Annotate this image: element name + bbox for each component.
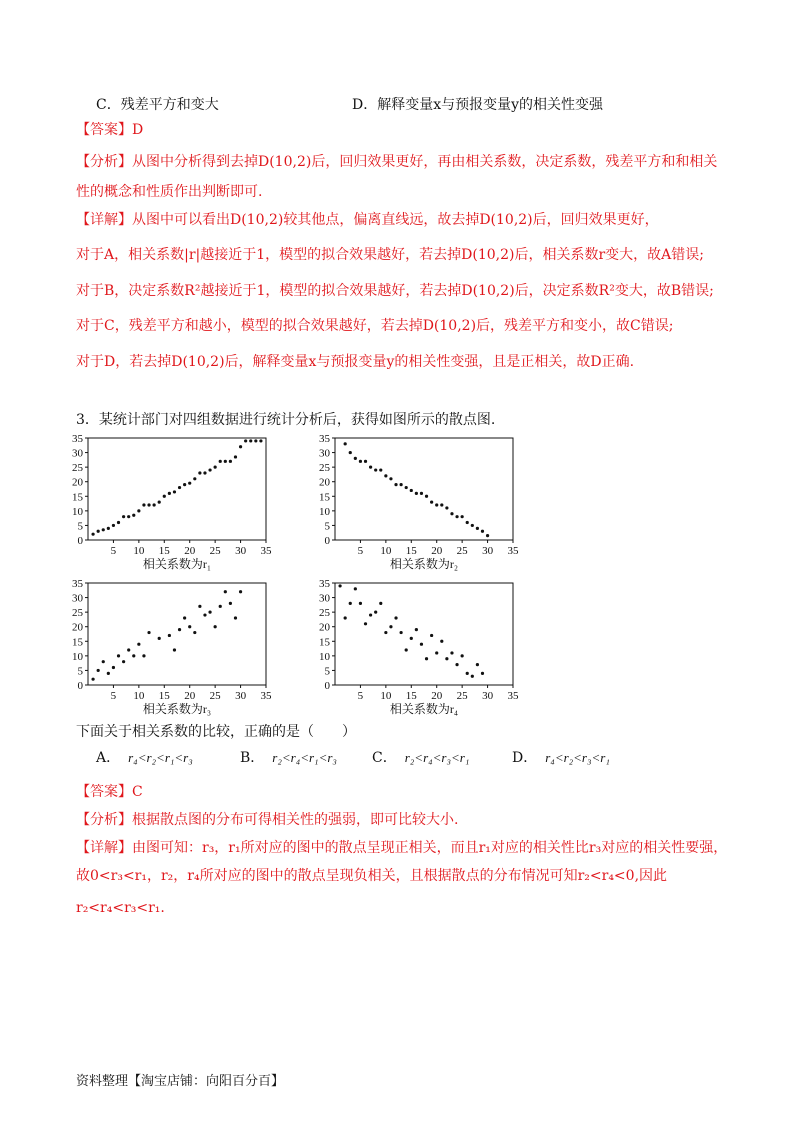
option-key: B． <box>240 750 265 766</box>
data-point <box>153 503 156 506</box>
data-point <box>364 460 367 463</box>
data-point <box>405 648 408 651</box>
data-point <box>229 602 232 605</box>
data-point <box>188 482 191 485</box>
q3-detail-line3: r₂<r₄<r₃<r₁. <box>76 900 165 916</box>
x-tick-label: 15 <box>405 545 417 557</box>
option-text: r₂<r₄<r₃<r₁ <box>404 750 470 765</box>
data-point <box>389 477 392 480</box>
option-key: C． <box>372 750 397 766</box>
x-tick-label: 35 <box>260 545 272 557</box>
data-point <box>400 483 403 486</box>
data-point <box>158 637 161 640</box>
q2-analysis-line2: 性的概念和性质作出判断即可. <box>76 184 263 200</box>
data-point <box>354 587 357 590</box>
x-tick-label: 30 <box>482 545 494 557</box>
option-key: D． <box>512 750 538 766</box>
y-tick-label: 15 <box>319 491 330 504</box>
q3-option-d[interactable] <box>512 748 610 768</box>
data-point <box>97 669 100 672</box>
data-point <box>445 506 448 509</box>
y-tick-label: 25 <box>72 462 83 475</box>
x-axis-label: 相关系数为r₂ <box>389 557 459 571</box>
data-point <box>476 663 479 666</box>
data-point <box>91 533 94 536</box>
data-point <box>147 503 150 506</box>
data-point <box>389 625 392 628</box>
data-point <box>158 501 161 504</box>
q3-detail-line1: 【详解】由图可知：r₃，r₁所对应的图中的散点呈现正相关，而且r₁对应的相关性比r₃对应的相关性要强， <box>76 840 728 856</box>
y-tick-label: 35 <box>319 578 330 590</box>
data-point <box>461 654 464 657</box>
data-point <box>359 460 362 463</box>
data-point <box>420 492 423 495</box>
data-point <box>481 530 484 533</box>
x-tick-label: 5 <box>357 690 364 702</box>
y-tick-label: 10 <box>319 650 330 663</box>
data-point <box>405 486 408 489</box>
data-point <box>102 660 105 663</box>
data-point <box>400 631 403 634</box>
q2-detail-line1: 【详解】从图中可以看出D(10,2)较其他点，偏离直线远，故去掉D(10,2)后，回归效果更好， <box>76 212 659 228</box>
x-tick-label: 10 <box>380 690 392 702</box>
data-point <box>384 631 387 634</box>
data-point <box>440 640 443 643</box>
y-tick-label: 25 <box>319 462 330 475</box>
y-tick-label: 30 <box>319 592 330 605</box>
data-point <box>394 483 397 486</box>
data-point <box>193 477 196 480</box>
data-point <box>173 490 176 493</box>
data-point <box>349 602 352 605</box>
x-tick-label: 20 <box>431 690 443 702</box>
data-point <box>435 503 438 506</box>
x-tick-label: 5 <box>357 545 364 557</box>
x-axis-label: 相关系数为r₁ <box>142 557 212 571</box>
y-tick-label: 5 <box>324 520 330 533</box>
data-point <box>359 602 362 605</box>
data-point <box>173 648 176 651</box>
data-point <box>374 468 377 471</box>
x-tick-label: 10 <box>133 545 145 557</box>
x-axis-label: 相关系数为r₃ <box>142 702 212 716</box>
data-point <box>142 503 145 506</box>
data-point <box>203 471 206 474</box>
q2-analysis-line1: 【分析】从图中分析得到去掉D(10,2)后，回归效果更好，再由相关系数，决定系数，残差平方和和相关 <box>76 154 718 170</box>
data-point <box>354 457 357 460</box>
data-point <box>364 622 367 625</box>
x-tick-label: 15 <box>158 690 170 702</box>
data-point <box>122 660 125 663</box>
x-tick-label: 10 <box>133 690 145 702</box>
data-point <box>410 489 413 492</box>
data-point <box>117 654 120 657</box>
x-tick-label: 35 <box>260 690 272 702</box>
plot-frame <box>335 438 513 540</box>
data-point <box>132 654 135 657</box>
data-point <box>239 445 242 448</box>
x-tick-label: 30 <box>235 690 247 702</box>
q2-answer: 【答案】D <box>76 122 144 138</box>
data-point <box>410 637 413 640</box>
data-point <box>214 466 217 469</box>
data-point <box>127 515 130 518</box>
x-tick-label: 20 <box>184 545 196 557</box>
plot-frame <box>88 583 266 685</box>
x-tick-label: 25 <box>209 690 221 702</box>
scatter-chart-r3 <box>58 575 272 716</box>
data-point <box>455 663 458 666</box>
data-point <box>198 605 201 608</box>
data-point <box>481 672 484 675</box>
data-point <box>244 439 247 442</box>
data-point <box>450 651 453 654</box>
y-tick-label: 10 <box>72 505 83 518</box>
q3-answer: 【答案】C <box>76 784 143 800</box>
data-point <box>249 439 252 442</box>
x-tick-label: 35 <box>507 545 519 557</box>
option-text: r₂<r₄<r₁<r₃ <box>272 750 337 765</box>
data-point <box>471 524 474 527</box>
data-point <box>91 678 94 681</box>
q2-detail-c: 对于C，残差平方和越小，模型的拟合效果越好，若去掉D(10,2)后，残差平方和变小，故C错误; <box>76 318 674 334</box>
y-tick-label: 15 <box>72 636 83 649</box>
data-point <box>127 648 130 651</box>
data-point <box>168 492 171 495</box>
data-point <box>214 625 217 628</box>
data-point <box>349 451 352 454</box>
x-tick-label: 15 <box>158 545 170 557</box>
data-point <box>188 625 191 628</box>
q3-stem: 3．某统计部门对四组数据进行统计分析后，获得如图所示的散点图. <box>76 412 496 428</box>
data-point <box>122 515 125 518</box>
data-point <box>239 590 242 593</box>
data-point <box>112 524 115 527</box>
y-tick-label: 35 <box>72 433 83 445</box>
data-point <box>102 528 105 531</box>
data-point <box>369 613 372 616</box>
x-tick-label: 20 <box>431 545 443 557</box>
data-point <box>430 634 433 637</box>
data-point <box>147 631 150 634</box>
data-point <box>445 657 448 660</box>
option-d: D．解释变量x与预报变量y的相关性变强 <box>352 97 604 113</box>
data-point <box>420 643 423 646</box>
y-tick-label: 20 <box>319 476 330 489</box>
data-point <box>461 515 464 518</box>
x-tick-label: 25 <box>456 545 468 557</box>
data-point <box>183 616 186 619</box>
y-tick-label: 30 <box>319 447 330 460</box>
data-point <box>466 672 469 675</box>
y-tick-label: 20 <box>72 621 83 634</box>
data-point <box>440 503 443 506</box>
data-point <box>425 657 428 660</box>
x-tick-label: 35 <box>507 690 519 702</box>
data-point <box>219 460 222 463</box>
q3-question: 下面关于相关系数的比较，正确的是（ ） <box>76 724 356 740</box>
y-tick-label: 0 <box>324 535 330 547</box>
x-tick-label: 25 <box>456 690 468 702</box>
x-tick-label: 10 <box>380 545 392 557</box>
data-point <box>208 611 211 614</box>
y-tick-label: 5 <box>77 520 83 533</box>
data-point <box>208 468 211 471</box>
q3-analysis: 【分析】根据散点图的分布可得相关性的强弱，即可比较大小. <box>76 812 459 828</box>
data-point <box>486 534 489 537</box>
y-tick-label: 10 <box>319 505 330 518</box>
x-tick-label: 30 <box>482 690 494 702</box>
y-tick-label: 35 <box>319 433 330 445</box>
y-tick-label: 5 <box>324 665 330 678</box>
data-point <box>415 628 418 631</box>
y-tick-label: 5 <box>77 665 83 678</box>
q3-option-b[interactable] <box>240 748 337 768</box>
data-point <box>471 675 474 678</box>
data-point <box>344 616 347 619</box>
data-point <box>193 631 196 634</box>
data-point <box>142 654 145 657</box>
footer-source: 资料整理【淘宝店铺：向阳百分百】 <box>76 1074 285 1089</box>
data-point <box>379 602 382 605</box>
data-point <box>132 514 135 517</box>
x-axis-label: 相关系数为r₄ <box>389 702 459 716</box>
option-text: r₄<r₂<r₃<r₁ <box>545 750 610 765</box>
data-point <box>254 439 257 442</box>
data-point <box>344 442 347 445</box>
data-point <box>415 492 418 495</box>
y-tick-label: 25 <box>319 607 330 620</box>
data-point <box>117 521 120 524</box>
data-point <box>338 584 341 587</box>
q3-option-c[interactable] <box>372 748 469 768</box>
data-point <box>224 590 227 593</box>
data-point <box>476 527 479 530</box>
y-tick-label: 15 <box>319 636 330 649</box>
data-point <box>183 483 186 486</box>
data-point <box>97 530 100 533</box>
option-text: r₄<r₂<r₁<r₃ <box>128 750 193 765</box>
data-point <box>384 474 387 477</box>
q2-detail-b: 对于B，决定系数R²越接近于1，模型的拟合效果越好，若去掉D(10,2)后，决定系数R²变大，故B错误; <box>76 283 714 299</box>
data-point <box>198 471 201 474</box>
data-point <box>163 495 166 498</box>
data-point <box>224 460 227 463</box>
data-point <box>259 439 262 442</box>
data-point <box>374 611 377 614</box>
data-point <box>107 672 110 675</box>
q3-detail-line2: 故0<r₃<r₁，r₂，r₄所对应的图中的散点呈现负相关，且根据散点的分布情况可知r₂<r₄<0,因此 <box>76 868 668 884</box>
data-point <box>234 616 237 619</box>
y-tick-label: 35 <box>72 578 83 590</box>
x-tick-label: 5 <box>110 545 117 557</box>
plot-frame <box>335 583 513 685</box>
x-tick-label: 30 <box>235 545 247 557</box>
scatter-chart-r2 <box>305 430 519 571</box>
data-point <box>450 512 453 515</box>
scatter-chart-r1 <box>58 430 272 571</box>
y-tick-label: 30 <box>72 447 83 460</box>
data-point <box>430 501 433 504</box>
data-point <box>229 460 232 463</box>
scatter-chart-r4 <box>305 575 519 716</box>
data-point <box>107 527 110 530</box>
y-tick-label: 0 <box>77 680 83 692</box>
q2-detail-a: 对于A，相关系数|r|越接近于1，模型的拟合效果越好，若去掉D(10,2)后，相关系数r变大，故A错误; <box>76 247 704 263</box>
data-point <box>178 628 181 631</box>
data-point <box>435 651 438 654</box>
x-tick-label: 25 <box>209 545 221 557</box>
data-point <box>234 455 237 458</box>
y-tick-label: 10 <box>72 650 83 663</box>
data-point <box>112 666 115 669</box>
data-point <box>425 495 428 498</box>
data-point <box>379 468 382 471</box>
data-point <box>219 605 222 608</box>
data-point <box>466 521 469 524</box>
y-tick-label: 0 <box>77 535 83 547</box>
data-point <box>394 616 397 619</box>
option-key: A． <box>96 750 121 766</box>
y-tick-label: 20 <box>319 621 330 634</box>
x-tick-label: 15 <box>405 690 417 702</box>
q3-option-a[interactable] <box>96 748 193 768</box>
data-point <box>178 486 181 489</box>
data-point <box>455 515 458 518</box>
y-tick-label: 15 <box>72 491 83 504</box>
y-tick-label: 0 <box>324 680 330 692</box>
y-tick-label: 25 <box>72 607 83 620</box>
data-point <box>137 643 140 646</box>
data-point <box>137 509 140 512</box>
q2-detail-d: 对于D，若去掉D(10,2)后，解释变量x与预报变量y的相关性变强，且是正相关，故D正确. <box>76 354 635 370</box>
x-tick-label: 20 <box>184 690 196 702</box>
x-tick-label: 5 <box>110 690 117 702</box>
y-tick-label: 30 <box>72 592 83 605</box>
option-c: C．残差平方和变大 <box>96 97 219 113</box>
data-point <box>369 466 372 469</box>
data-point <box>168 634 171 637</box>
y-tick-label: 20 <box>72 476 83 489</box>
data-point <box>203 613 206 616</box>
